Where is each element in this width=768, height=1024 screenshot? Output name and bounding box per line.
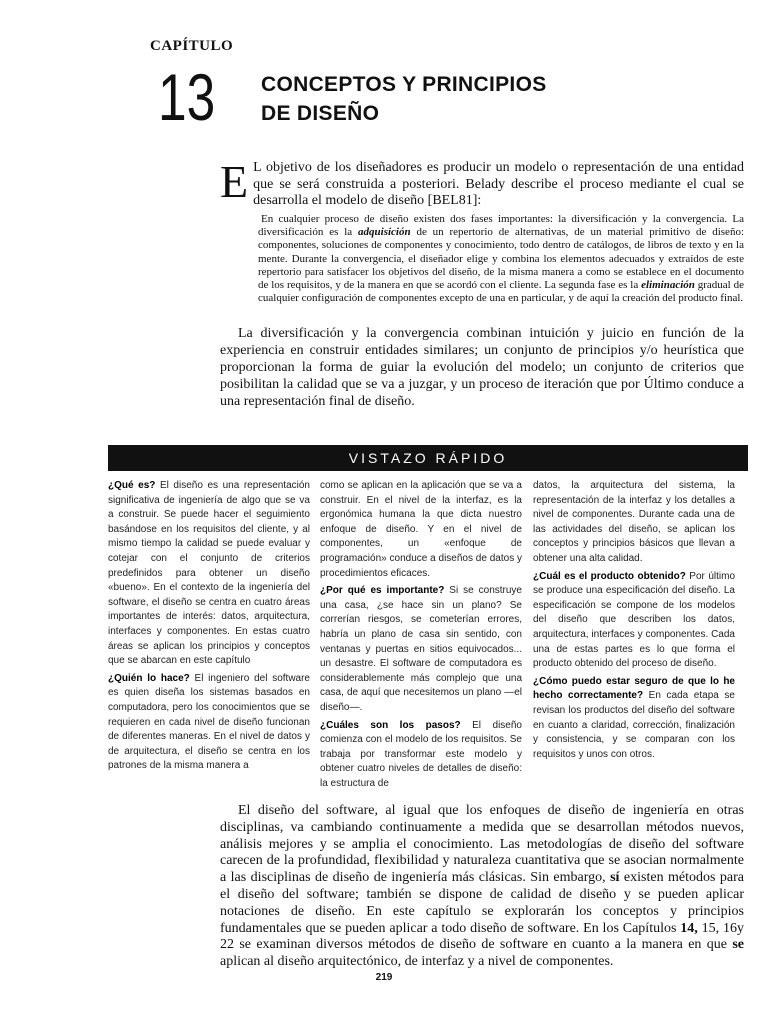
para3-text-4: aplican al diseño arquitectónico, de interfaz y a nivel de componentes. [220,954,614,970]
quick-view-item-quien-lo-hace [108,672,310,774]
quick-view-item-por-que-importante [320,584,522,715]
question-label: ¿Cuál es el producto obtenido? [533,570,686,582]
quick-view-box [108,445,748,800]
question-answer: El ingeniero del software es quien diseña los sistemas basados en computadora, pero los conocimientos que se requieren en cada nivel de diseño funcionan de diferentes maneras. En el nivel de datos y de arquitectura, el diseño se centra en los patrones de la misma manera a [108,672,310,772]
question-label: ¿Qué es? [108,480,156,491]
question-answer: Si se construye una casa, ¿se hace sin un plano? Se correrían riesgos, se cometerían errores, habría un plano de casa sin sentido, con ventanas y puertas en sitios equivocados... un desastre. El software de computadora es considerablemente más complejo que una casa, de aquí que necesitemos un plano —el diseño—. [320,585,522,713]
quote-emphasis-eliminacion: eliminación [641,279,695,292]
quick-view-item-cuales-pasos [320,719,522,792]
quote-text-2: de un repertorio de alternativas, de un material primitivo de diseño: componentes, soluciones de componentes y conocimiento, todo dentro de catálogos, de libros de texto y en la mente. Durante la convergencia, el diseñador elige y combina los elementos adecuados y extraídos de este repertorio para satisfacer los objetivos del diseño, de la misma manera a como se establece en el documento de los requisitos, y de la manera en que se acordó con el cliente. La segunda fase es la [258,226,744,292]
quick-view-column-2 [320,479,522,794]
para3-bold-14: 14, [680,920,698,936]
question-label: ¿Por qué es importante? [320,585,445,597]
intro-text: L objetivo de los diseñadores es producir un modelo o representación de una entidad que se será construida a posteriori. Belady describe el proceso mediante el cual se desarrolla el modelo de diseño [BEL81]: [253,160,744,208]
para3-bold-se: se [732,937,744,953]
para3-bold-si: sí [610,870,620,886]
question-answer: En cada etapa se revisan los productos del diseño del software en cuanto a claridad, corrección, finalización y consistencia, y se comparan con los requisitos y unos con otros. [533,690,735,760]
chapter-label: CAPÍTULO [150,38,234,54]
para3-text-3: 15, 16y 22 se examinan diversos métodos de diseño de software en cuanto a la manera en que [220,920,744,953]
quote-text-1: En cualquier proceso de diseño existen dos fases importantes: la diversificación y la convergencia. La diversificación es la [258,213,744,239]
chapter-title [261,70,547,128]
quick-view-column-1 [108,479,310,777]
quick-view-continuation: datos, la arquitectura del sistema, la representación de la interfaz y los detalles a nivel de componentes. Durante cada una de las actividades del diseño, se aplican los conceptos y principios básicos que llevan a obtener una alta calidad. [533,480,735,564]
page-number: 219 [375,972,393,983]
para3-text-1: El diseño del software, al igual que los enfoques de diseño de ingeniería en otras disciplinas, va cambiando continuamente a medida que se desarrollan métodos nuevos, análisis mejores y se amplia el conocimiento. Las metodologías de diseño del software carecen de la profundidad, flexibilidad y naturaleza cuantitativa que se asocian normalmente a las disciplinas de diseño de ingeniería más clásicas. Sin embargo, [220,803,744,886]
question-answer: El diseño comienza con el modelo de los requisitos. Se trabaja por transformar este modelo y obtener cuatro niveles de detalles de diseño: la estructura de [320,719,522,789]
quick-view-item-producto-obtenido [533,570,735,672]
body-paragraph-2: La diversificación y la convergencia combinan intuición y juicio en función de la experiencia en construir entidades similares; un conjunto de principios y/o heurística que proporcionan la forma de guiar la evolución del modelo; un conjunto de criterios que posibilitan la calidad que se va a juzgar, y un proceso de iteración que por Último conduce a una representación final de diseño. [220,326,744,409]
chapter-number: 13 [158,60,216,134]
quote-emphasis-adquisicion: adquisición [358,226,411,239]
quick-view-column-3 [533,479,735,765]
intro-paragraph [220,156,744,210]
chapter-title-line2: DE DISEÑO [261,102,380,125]
question-answer: El diseño es una representación significativa de ingeniería de algo que se va a construir. Se puede hacer el seguimiento basándose en los requisitos del cliente, y al mismo tiempo la calidad se puede evaluar y cotejar con el conjunto de criterios predefinidos para obtener un diseño «bueno». En el contexto de la ingeniería del software, el diseño se centra en cuatro áreas importantes de interés: datos, arquitectura, interfaces y componentes. En estas cuatro áreas se aplican los principios y conceptos que se abarcan en este capítulo [108,480,310,667]
block-quote [258,213,744,305]
quick-view-item-que-es [108,479,310,669]
question-answer: Por último se produce una especificación del diseño. La especificación se compone de los modelos del diseño que describen los datos, arquitectura, interfaces y componentes. Cada una de estas partes es lo que forma el producto obtenido del proceso de diseño. [533,570,736,670]
question-label: ¿Cómo puedo estar seguro de que lo he hecho correctamente? [533,675,735,702]
question-label: ¿Cuáles son los pasos? [320,719,461,731]
para3-text-2: existen métodos para el diseño del software; también se dispone de calidad de diseño y se pueden aplicar notaciones de diseño. En este capítulo se explorarán los conceptos y principios fundamentales que se pueden aplicar a todo diseño de software. En los Capítulos [220,870,745,936]
drop-cap: E [220,156,249,207]
quick-view-item-como-estar-seguro [533,675,735,763]
quick-view-continuation: como se aplican en la aplicación que se va a construir. En el nivel de la interfaz, es la ergonómica humana la que dicta nuestro enfoque de diseño. Y en el nivel de componentes, un «enfoque de programación» conduce a diseños de datos y procedimientos eficaces. [320,480,522,579]
body-paragraph-3 [220,803,744,971]
quick-view-header: VISTAZO RÁPIDO [108,445,748,471]
chapter-title-line1: CONCEPTOS Y PRINCIPIOS [261,73,547,96]
question-label: ¿Quién lo hace? [108,672,190,684]
quote-text-3: gradual de cualquier configuración de componentes excepto de una en particular, y de aquí la creación del producto final. [258,279,744,305]
